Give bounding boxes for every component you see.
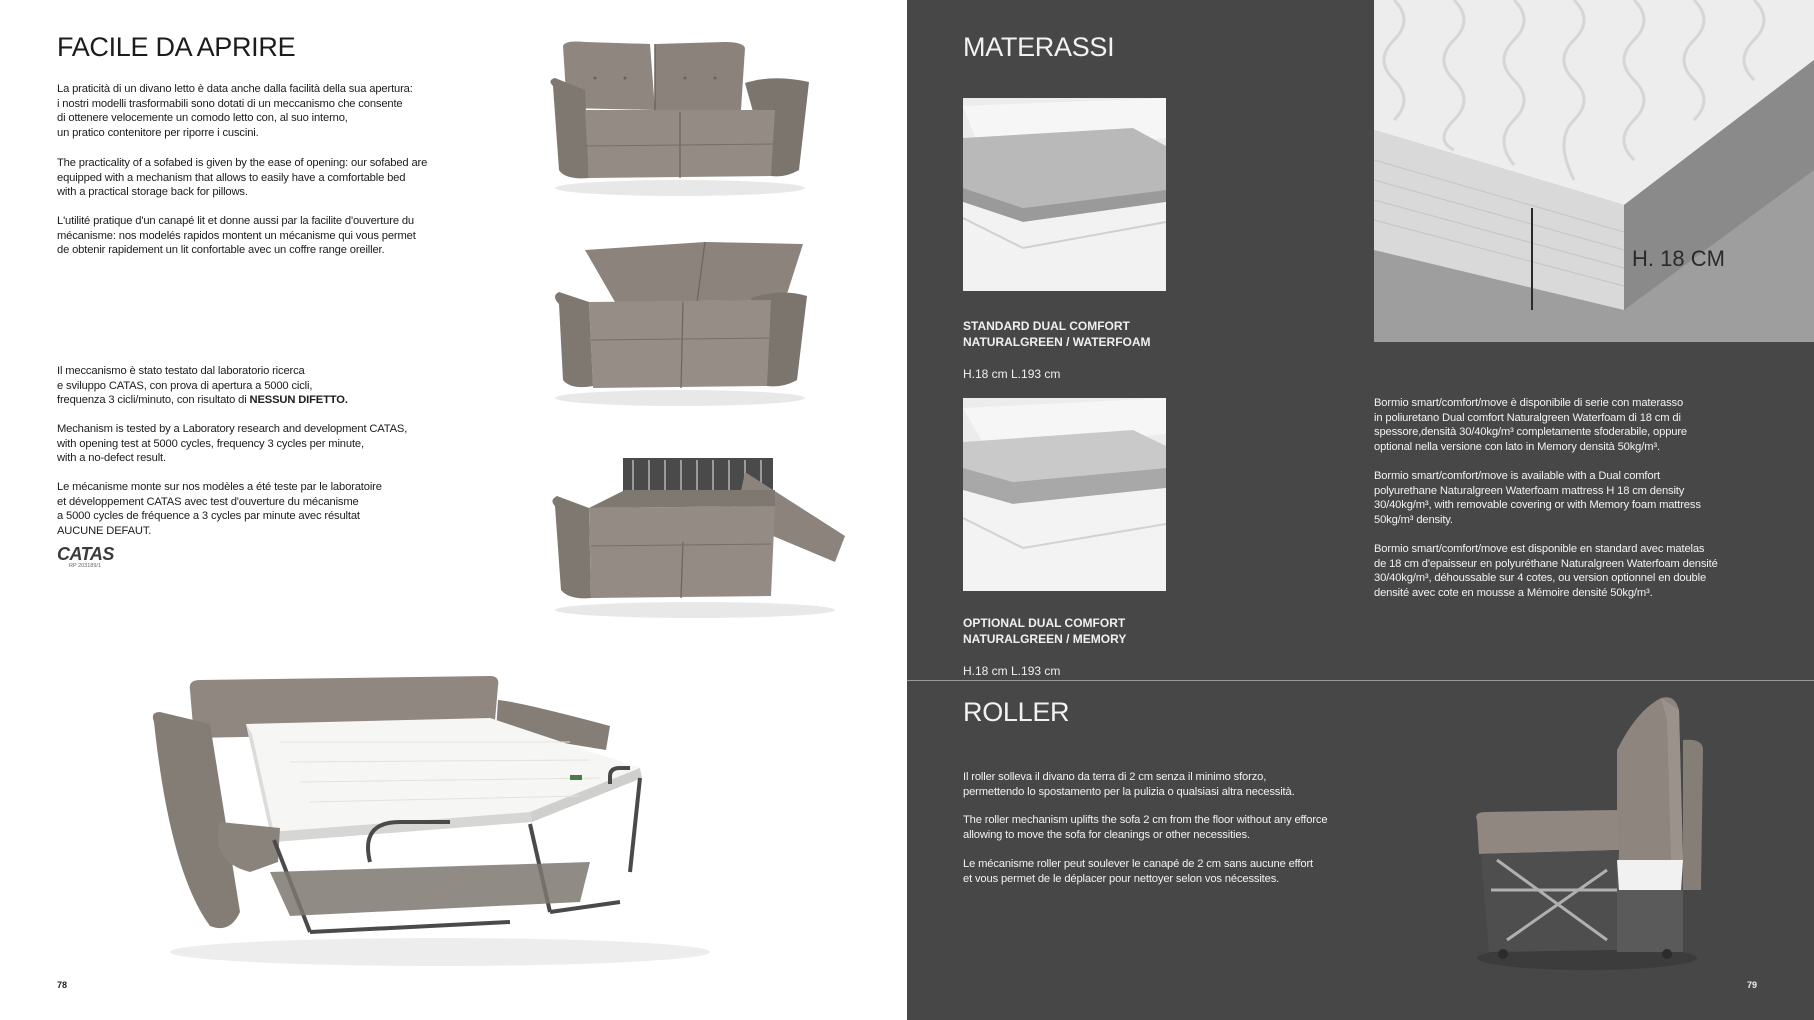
catas-logo-text: CATAS	[57, 544, 114, 564]
section-divider	[907, 680, 1814, 681]
mattress-standard-size: H.18 cm L.193 cm	[963, 367, 1061, 381]
page-number-right: 79	[1747, 980, 1758, 990]
catas-logo	[57, 545, 127, 575]
intro-french: L'utilité pratique d'un canapé lit et donne aussi par la facilite d'ouverture du mécanisme: nos modelés rapidos montent un mécanisme qui vous permet de obtenir rapidement un lit confortable avec un coffre range oreiller.	[57, 215, 416, 257]
roller-text-english: The roller mechanism uplifts the sofa 2 cm from the floor without any efforce allowing to move the sofa for cleanings or other necessities.	[963, 814, 1328, 841]
roller-chair-image	[1467, 690, 1707, 990]
test-english: Mechanism is tested by a Laboratory research and development CATAS, with opening test at 5000 cycles, frequency 3 cycles per minute, with a no-defect result.	[57, 423, 408, 465]
mattress-text-italian: Bormio smart/comfort/move è disponibile di serie con materasso in poliuretano Dual comfort Naturalgreen Waterfoam di 18 cm di spessore,densità 30/40kg/m³ completamente sfoderabile, oppure optional nella versione con lato in Memory densità 50kg/m³.	[1374, 397, 1687, 453]
mattress-optional-title: OPTIONAL DUAL COMFORT NATURALGREEN / MEMORY	[963, 616, 1127, 646]
roller-text-french: Le mécanisme roller peut soulever le canapé de 2 cm sans aucune effort et vous permet de le déplacer pour nettoyer selon vos nécessites.	[963, 858, 1313, 885]
test-french: Le mécanisme monte sur nos modèles a été teste par le laboratoire et développement CATAS avec test d'ouverture du mécanisme a 5000 cycles de fréquence a 3 cycles par minute avec résultat AUCUNE DEFAUT.	[57, 481, 382, 537]
sofa-mechanism-image	[545, 450, 850, 620]
mattress-standard-title: STANDARD DUAL COMFORT NATURALGREEN / WATERFOAM	[963, 319, 1151, 349]
test-italian-result: NESSUN DIFETTO.	[249, 394, 348, 407]
page-title-facile: FACILE DA APRIRE	[57, 32, 296, 62]
test-italian	[57, 364, 348, 408]
mattress-optional-size: H.18 cm L.193 cm	[963, 664, 1061, 678]
intro-english: The practicality of a sofabed is given by the ease of opening: our sofabed are equipped with a mechanism that allows to easily have a comfortable bed with a practical storage back for pillows.	[57, 157, 428, 199]
mattress-standard-caption	[963, 302, 1151, 398]
sofa-closed-image	[545, 38, 815, 198]
mattress-standard-image	[963, 98, 1166, 291]
mattress-optional-image	[963, 398, 1166, 591]
page-title-materassi: MATERASSI	[963, 32, 1115, 62]
mattress-height-label: H. 18 CM	[1632, 246, 1725, 271]
page-number-left: 78	[57, 980, 68, 990]
catas-logo-sub: RP 203189/1	[69, 563, 102, 569]
mattress-text-french: Bormio smart/comfort/move est disponible en standard avec matelas de 18 cm d'epaisseur en polyuréthane Naturalgreen Waterfoam densité 30/40kg/m³, déhoussable sur 4 cotes, ou version optionnel en double densité avec cote en mousse a Mémoire densité 50kg/m³.	[1374, 543, 1718, 599]
mattress-text-english: Bormio smart/comfort/move is available with a Dual comfort polyurethane Naturalgreen Waterfoam mattress H 18 cm density 30/40kg/m³, with removable covering or with Memory foam mattress 50kg/m³ density.	[1374, 470, 1701, 526]
test-italian-text: Il meccanismo è stato testato dal laboratorio ricerca e sviluppo CATAS, con prova di apertura a 5000 cicli, frequenza 3 cicli/minuto, con risultato di	[57, 365, 313, 407]
roller-text-italian: Il roller solleva il divano da terra di 2 cm senza il minimo sforzo, permettendo lo spostamento per la pulizia o qualsiasi altra necessità.	[963, 771, 1295, 798]
sofa-opening-image	[545, 240, 815, 410]
intro-italian: La praticità di un divano letto è data anche dalla facilità della sua apertura: i nostri modelli trasformabili sono dotati di un meccanismo che consente di ottenere velocemente un comodo letto con, al suo interno, un pratico contenitore per riporre i cuscini.	[57, 83, 413, 139]
section-title-roller: ROLLER	[963, 697, 1070, 727]
sofabed-open-image	[150, 672, 740, 972]
right-page	[907, 0, 1814, 1020]
mattress-closeup-image	[1374, 0, 1814, 342]
